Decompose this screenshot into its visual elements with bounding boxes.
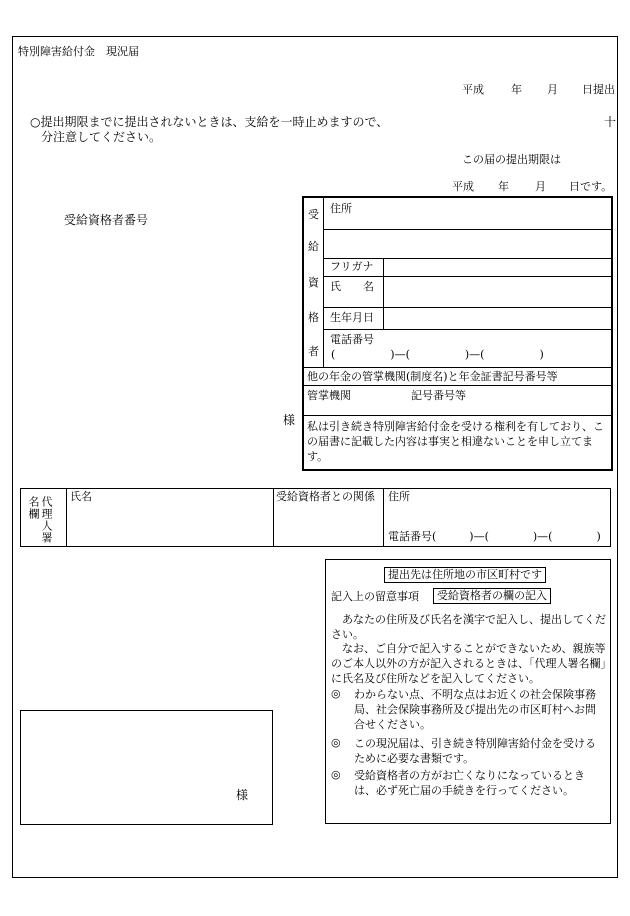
caution-label: 記入上の留意事項 — [331, 590, 419, 603]
instruction-b3: 受給資格者の方がお亡くなりになっているときは、必ず死亡届の手続きを行ってください。 — [354, 769, 585, 797]
recipient-side-2: 給 — [308, 240, 319, 253]
symbol-number-label: 記号番号等 — [411, 389, 466, 402]
instruction-b2: この現況届は、引き続き特別障害給付金を受けるために必要な書類です。 — [354, 737, 596, 765]
deadline-era: 平成 — [452, 180, 474, 193]
address-label: 住所 — [330, 202, 352, 215]
recipient-side-5: 者 — [308, 345, 319, 358]
submit-day: 日提出 — [582, 83, 615, 96]
notice-line1: ○提出期限までに提出されないときは、支給を一時止めますので、 — [30, 115, 389, 129]
name-label: 氏 名 — [330, 280, 374, 293]
destination-text: 提出先は住所地の市区町村です — [384, 567, 546, 583]
birth-field[interactable] — [386, 308, 610, 328]
agent-name-label: 氏名 — [70, 490, 92, 503]
bullet-3: ◎ — [331, 768, 341, 781]
agent-side-label: 代理人署名欄 — [27, 496, 53, 544]
form-title: 特別障害給付金 現況届 — [18, 45, 139, 58]
caution-box: 受給資格者の欄の記入 — [433, 588, 551, 604]
phone-field[interactable]: ( )—( )—( ) — [331, 348, 544, 361]
address-window-box — [20, 710, 273, 825]
bullet-1: ◎ — [331, 687, 341, 700]
birth-label: 生年月日 — [330, 311, 374, 324]
recipient-side-1: 受 — [308, 208, 319, 221]
notice-line2: 分注意してください。 — [41, 130, 162, 144]
sama-label: 様 — [283, 413, 296, 427]
furigana-field[interactable] — [386, 259, 610, 275]
phone-label: 電話番号 — [330, 333, 374, 346]
deadline-day: 日です。 — [569, 180, 613, 193]
instruction-p2: なお、ご自分で記入することができないため、親族等のご本人以外の方が記入されるときは、「代理人署名欄」に氏名及び住所などを記入してください。 — [331, 642, 606, 685]
bullet-2: ◎ — [331, 736, 341, 749]
recipient-side-4: 格 — [308, 311, 319, 324]
agent-phone-field[interactable]: 電話番号( )—( )—( ) — [388, 530, 601, 543]
agent-relation-label: 受給資格者との関係 — [276, 490, 375, 503]
agent-address-label: 住所 — [388, 490, 410, 503]
agency-label: 管掌機関 — [307, 389, 351, 402]
notice-side-char: 十 — [604, 115, 617, 129]
deadline-month: 月 — [535, 180, 546, 193]
address-window-sama: 様 — [236, 788, 249, 802]
recipient-side-3: 資 — [308, 276, 319, 289]
declaration-text: 私は引き続き特別障害給付金を受ける権利を有しており、この届書に記載した内容は事実と相違ないことを申し立てます。 — [307, 420, 604, 463]
submit-era: 平成 — [462, 83, 484, 96]
furigana-label: フリガナ — [330, 260, 374, 273]
submit-year: 年 — [511, 83, 522, 96]
recipient-number-label: 受給資格者番号 — [64, 213, 149, 227]
name-field[interactable] — [386, 277, 610, 306]
submit-month: 月 — [547, 83, 558, 96]
instruction-b1: わからない点、不明な点はお近くの社会保険事務局、社会保険事務所及び提出先の市区町村へお問合せください。 — [354, 688, 596, 731]
address-field[interactable] — [330, 210, 610, 228]
other-pension-label: 他の年金の管掌機関(制度名)と年金証書記号番号等 — [307, 370, 558, 383]
deadline-year: 年 — [498, 180, 509, 193]
deadline-label: この届の提出期限は — [462, 153, 561, 166]
instruction-p1: あなたの住所及び氏名を漢字で記入し、提出してください。 — [331, 613, 606, 641]
